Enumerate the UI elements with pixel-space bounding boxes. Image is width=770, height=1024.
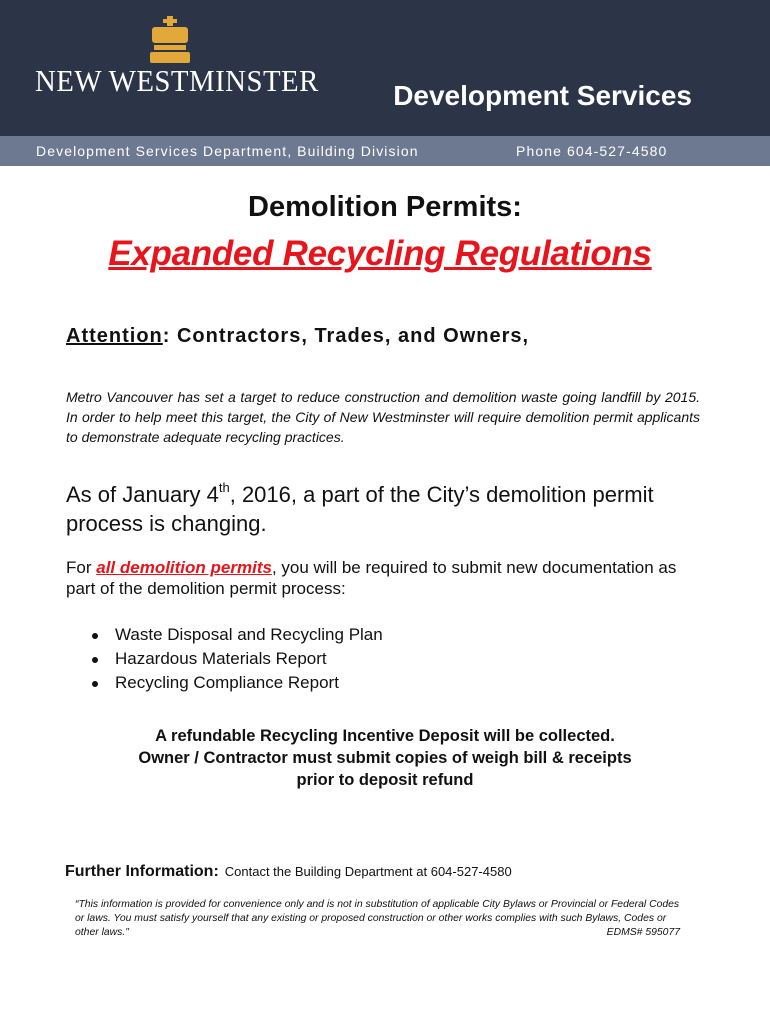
- further-label: Further Information:: [65, 863, 219, 880]
- as-of-before: As of January 4: [66, 482, 219, 507]
- further-text: Contact the Building Department at 604-527-4580: [224, 864, 512, 879]
- attention-rest: : Contractors, Trades, and Owners,: [162, 325, 530, 347]
- for-after: , you will be required to submit new documentation as part of the demolition permit process:: [66, 558, 677, 598]
- list-item: Hazardous Materials Report: [90, 647, 383, 671]
- deposit-notice: [0, 725, 770, 791]
- edms-number: EDMS# 595077: [606, 927, 680, 938]
- deposit-line-1: A refundable Recycling Incentive Deposit will be collected.: [155, 727, 615, 745]
- as-of-sup: th: [218, 479, 230, 495]
- page-title: Demolition Permits:: [248, 191, 522, 223]
- for-paragraph: [66, 557, 706, 599]
- page-header: [0, 0, 770, 136]
- org-logo-text: NEW WESTMINSTER: [35, 63, 319, 98]
- attention-lead: Attention: [66, 325, 163, 347]
- for-before: For: [66, 558, 97, 577]
- list-item: Waste Disposal and Recycling Plan: [90, 623, 383, 647]
- department-title: Development Services: [393, 80, 692, 111]
- deposit-line-2: Owner / Contractor must submit copies of weigh bill & receipts: [138, 749, 632, 767]
- phone-label: Phone 604-527-4580: [516, 143, 668, 159]
- intro-paragraph: Metro Vancouver has set a target to reduce construction and demolition waste going landfill by 2015. In order to help meet this target, the City of New Westminster will require demolition permit applicants to demonstrate adequate recycling practices.: [66, 389, 700, 445]
- list-item: Recycling Compliance Report: [90, 671, 383, 695]
- as-of-after: , 2016, a part of the City’s demolition permit process is changing.: [66, 482, 654, 536]
- all-demolition-permits-highlight: all demolition permits: [96, 558, 272, 577]
- disclaimer-text: “This information is provided for convenience only and is not in substitution of applicable City Bylaws or Provincial or Federal Codes or laws. You must satisfy yourself that any existing or proposed construction or other works complies with such Bylaws, Codes or other laws.": [75, 899, 680, 938]
- attention-heading: [66, 325, 529, 348]
- division-label: Development Services Department, Building Division: [36, 143, 419, 159]
- page-subtitle: Expanded Recycling Regulations: [108, 234, 652, 273]
- subheader-bar: [0, 136, 770, 166]
- as-of-paragraph: [66, 480, 706, 538]
- deposit-line-3: prior to deposit refund: [296, 771, 474, 789]
- disclaimer: [75, 898, 680, 940]
- further-information: [65, 863, 512, 881]
- crown-icon: [148, 16, 192, 66]
- required-documents-list: [90, 623, 383, 695]
